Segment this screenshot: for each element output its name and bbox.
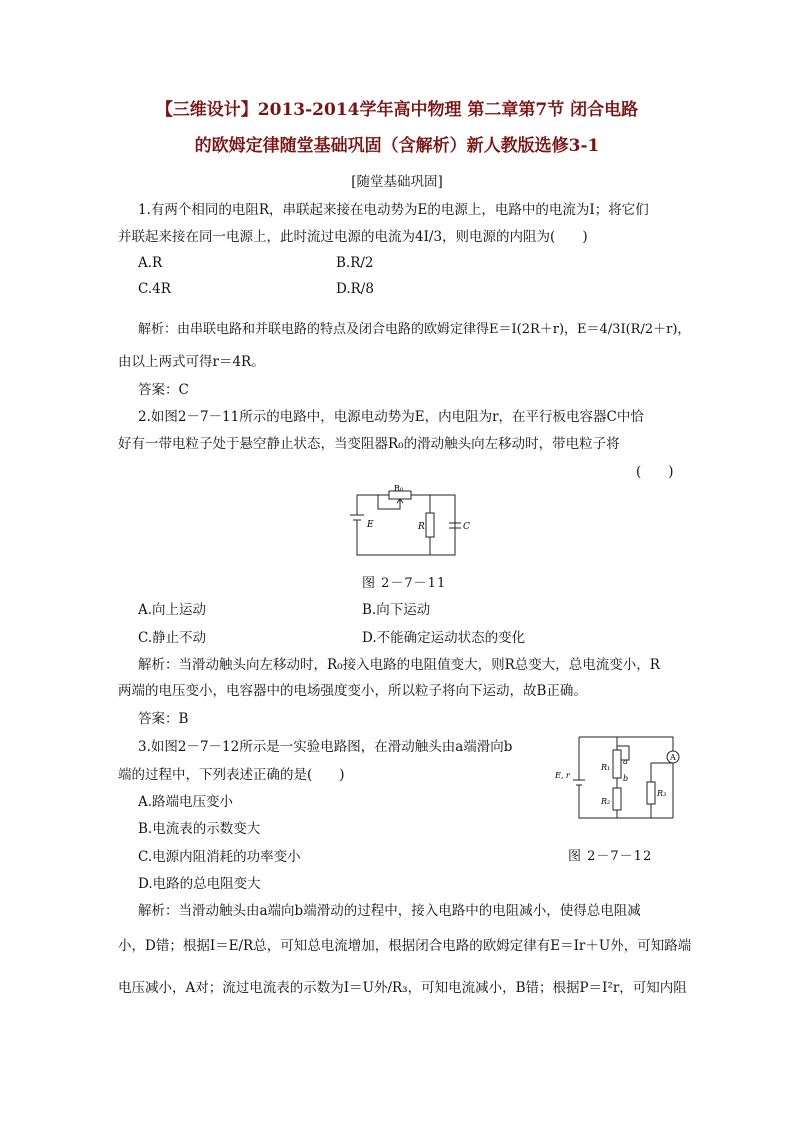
q2-answer-bracket: ( )	[636, 464, 674, 480]
q1-option-a: A.R	[138, 255, 163, 271]
q2-stem-line-1: 2.如图2－7－11所示的电路中，电源电动势为E，内电阻为r，在平行板电容器C中恰	[138, 409, 644, 425]
q3-analysis-line-2: 小，D错；根据I＝E/R总，可知总电流增加，根据闭合电路的欧姆定律有E＝Ir＋U外，可知路端	[118, 938, 692, 954]
q2-answer: 答案：B	[138, 711, 189, 727]
q2-analysis-line-2: 两端的电压变小，电容器中的电场强度变小，所以粒子将向下运动，故B正确。	[118, 683, 587, 699]
q2-option-d: D.不能确定运动状态的变化	[362, 630, 526, 646]
title-line-2: 的欧姆定律随堂基础巩固（含解析）新人教版选修3-1	[194, 136, 600, 156]
q3-option-a: A.路端电压变小	[138, 794, 234, 810]
label-r3: R₃	[657, 789, 667, 798]
q2-option-c: C.静止不动	[138, 630, 207, 646]
circuit-diagram-2-7-12	[555, 732, 690, 827]
q2-analysis-line-1: 解析：当滑动触头向左移动时，R₀接入电路的电阻值变大，则R总变大，总电流变小，R	[138, 657, 660, 673]
q3-option-b: B.电流表的示数变大	[138, 821, 261, 837]
label-c: C	[463, 522, 470, 532]
label-r2: R₂	[601, 797, 611, 806]
q2-stem-line-2: 好有一带电粒子处于悬空静止状态，当变阻器R₀的滑动触头向左移动时，带电粒子将	[118, 436, 620, 452]
q2-option-a: A.向上运动	[138, 602, 207, 618]
q1-option-d: D.R/8	[336, 281, 374, 297]
q1-stem-line-1: 1.有两个相同的电阻R，串联起来接在电动势为E的电源上，电路中的电流为I；将它们	[138, 202, 649, 218]
q3-figure-caption: 图 2－7－12	[568, 849, 653, 864]
circuit-diagram-2-7-11	[345, 485, 475, 560]
label-er: E, r	[555, 771, 570, 780]
label-r: R	[418, 522, 425, 532]
q3-stem-line-1: 3.如图2－7－12所示是一实验电路图，在滑动触头由a端滑向b	[138, 739, 513, 755]
q2-option-b: B.向下运动	[362, 602, 431, 618]
q2-figure-caption: 图 2－7－11	[362, 576, 447, 591]
q1-option-b: B.R/2	[336, 255, 374, 271]
label-r1: R₁	[601, 763, 611, 772]
label-e: E	[367, 520, 374, 530]
q1-analysis-line-2: 由以上两式可得r＝4R。	[118, 354, 265, 370]
q3-option-d: D.电路的总电阻变大	[138, 876, 261, 892]
q1-option-c: C.4R	[138, 281, 171, 297]
q1-stem-line-2: 并联起来接在同一电源上，此时流过电源的电流为4I/3，则电源的内阻为( )	[118, 229, 588, 245]
q3-analysis-line-3: 电压减小，A对；流过电流表的示数为I＝U外/R₃，可知电流减小，B错；根据P＝I²r，可知内阻	[118, 980, 687, 996]
q3-stem-line-2: 端的过程中，下列表述正确的是( )	[118, 767, 345, 783]
label-a: a	[623, 757, 628, 766]
label-ammeter: A	[670, 753, 676, 762]
title-line-1: 【三维设计】2013-2014学年高中物理 第二章第7节 闭合电路	[155, 100, 639, 120]
label-b: b	[623, 774, 629, 783]
label-r0: R₀	[394, 485, 404, 493]
q3-option-c: C.电源内阻消耗的功率变小	[138, 849, 301, 865]
q1-answer: 答案：C	[138, 382, 189, 398]
q1-analysis-line-1: 解析：由串联电路和并联电路的特点及闭合电路的欧姆定律得E＝I(2R＋r)，E＝4/3I(R/2＋r)，	[138, 322, 691, 337]
section-heading: [随堂基础巩固]	[351, 174, 443, 190]
q3-analysis-line-1: 解析：当滑动触头由a端向b端滑动的过程中，接入电路中的电阻减小，使得总电阻减	[138, 903, 641, 919]
